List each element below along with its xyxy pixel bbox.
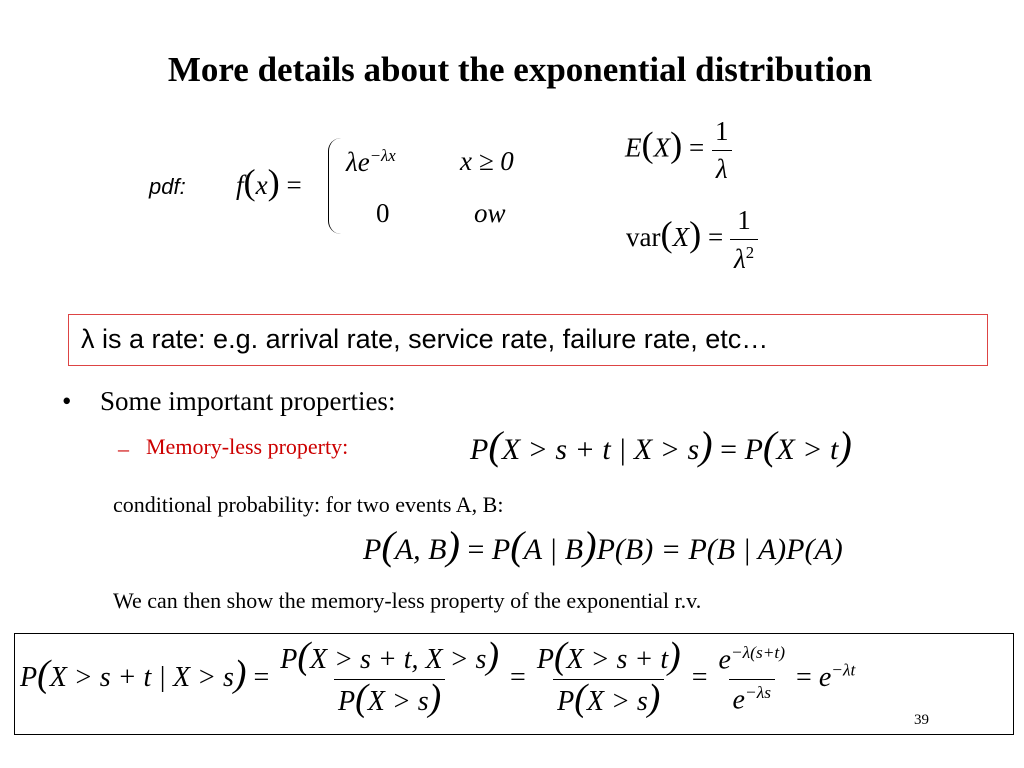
rate-note-text: λ is a rate: e.g. arrival rate, service rate, failure rate, etc…: [81, 324, 769, 354]
proof-f2-den: X > s: [586, 686, 648, 717]
proof-fraction-1: $\frac{P(X > s + t, X > s)}{P(X > s)}$: [280, 635, 500, 719]
variance-den-exp: 2: [745, 243, 755, 262]
expectation-equation: E(X) = $\frac{1}{\lambda}$: [625, 116, 733, 185]
cond-rest: P(B) = P(B | A)P(A): [596, 533, 843, 566]
pdf-equation-lhs: f(x) =: [236, 162, 302, 202]
cond-p1: P: [363, 533, 382, 566]
proof-equation: P(X > s + t | X > s) = $\frac{P(X > s + t, X > s)}{P(X > s)}$ = $\frac{P(X > s + t)}{P(X > s)}$ = $\frac{e^{-\lambda(s+t)}}{e^{-\lambda s}}$ = $e^{-\lambda t}$: [20, 635, 856, 719]
expectation-den: λ: [712, 150, 732, 185]
pdf-case1-condition: x ≥ 0: [460, 146, 514, 176]
proof-fraction-3: [715, 643, 790, 717]
proof-eq4: =: [796, 661, 812, 693]
slide-title: More details about the exponential distribution: [167, 50, 873, 89]
bullet-text: Some important properties:: [100, 386, 396, 416]
proof-f1-num-p: P: [280, 644, 298, 675]
memless-p1: P: [470, 433, 489, 466]
cond-eq-sign: =: [467, 533, 485, 566]
variance-equation: var(X) = $\frac{1}{\lambda^2}$: [626, 205, 758, 275]
pdf-case2-condition: ow: [474, 198, 506, 228]
proof-f2-den-p: P: [557, 686, 575, 717]
pdf-f: f: [236, 170, 244, 200]
variance-var: var: [626, 222, 661, 253]
show-memoryless-text: We can then show the memory-less property of the exponential r.v.: [113, 588, 702, 613]
pdf-eq-sign: =: [286, 170, 302, 200]
proof-f3-den-exp: −λs: [744, 683, 771, 702]
expectation-fraction: [711, 116, 733, 185]
memoryless-label: Memory-less property:: [146, 434, 349, 459]
variance-den-base: λ: [734, 244, 746, 274]
proof-eq3: =: [691, 661, 708, 693]
sub-bullet-dash: –: [118, 436, 129, 461]
proof-f3-den-e: e: [732, 684, 745, 716]
pdf-x: x: [255, 170, 268, 200]
proof-f2-num-p: P: [536, 644, 554, 675]
pdf-case1-value: [346, 146, 396, 178]
cases-brace: [328, 138, 341, 234]
memless-inner-left: X > s + t | X > s: [501, 433, 700, 466]
memless-inner-right: X > t: [776, 433, 839, 466]
pdf-case1-base: λe: [346, 147, 370, 177]
proof-f1-den: X > s: [367, 686, 429, 717]
proof-f1-num: X > s + t, X > s: [309, 644, 487, 675]
variance-eq-sign: =: [708, 222, 724, 253]
proof-f3-num-exp: −λ(s+t): [730, 642, 786, 662]
proof-result-exp: −λt: [831, 660, 856, 680]
proof-eq2: =: [510, 661, 526, 693]
pdf-case2-value: 0: [376, 198, 390, 228]
variance-den: [730, 239, 758, 275]
proof-f1-den-p: P: [338, 686, 356, 717]
expectation-X: X: [653, 132, 671, 163]
memoryless-equation: P(X > s + t | X > s) = P(X > t): [470, 423, 852, 468]
expectation-num: 1: [715, 116, 729, 146]
rate-note-box: [68, 314, 988, 366]
conditional-probability-text: conditional probability: for two events A, B:: [113, 492, 504, 517]
variance-X: X: [672, 222, 690, 253]
memless-eq-sign: =: [720, 433, 738, 466]
proof-f3-num-e: e: [718, 644, 731, 675]
proof-lhs: X > s + t | X > s: [49, 661, 234, 693]
expectation-E: E: [625, 132, 642, 163]
cond-lhs: A, B: [394, 533, 447, 566]
variance-fraction: [730, 205, 758, 275]
bullet-marker: •: [62, 386, 72, 416]
pdf-label: pdf:: [149, 174, 186, 199]
proof-result-e: e: [818, 661, 832, 693]
slide-number: 39: [914, 712, 929, 728]
conditional-probability-equation: P(A, B) = P(A | B)P(B) = P(B | A)P(A): [363, 523, 843, 568]
proof-fraction-2: $\frac{P(X > s + t)}{P(X > s)}$: [536, 635, 681, 719]
memless-p2: P: [744, 433, 763, 466]
cond-mid: A | B: [523, 533, 584, 566]
expectation-eq-sign: =: [689, 132, 705, 163]
proof-p-lhs: P: [20, 661, 38, 693]
proof-f2-num: X > s + t: [566, 644, 669, 675]
proof-eq1: =: [253, 661, 270, 693]
variance-num: 1: [737, 205, 751, 235]
pdf-case1-exp: −λx: [369, 146, 396, 165]
cond-p2: P: [491, 533, 511, 566]
